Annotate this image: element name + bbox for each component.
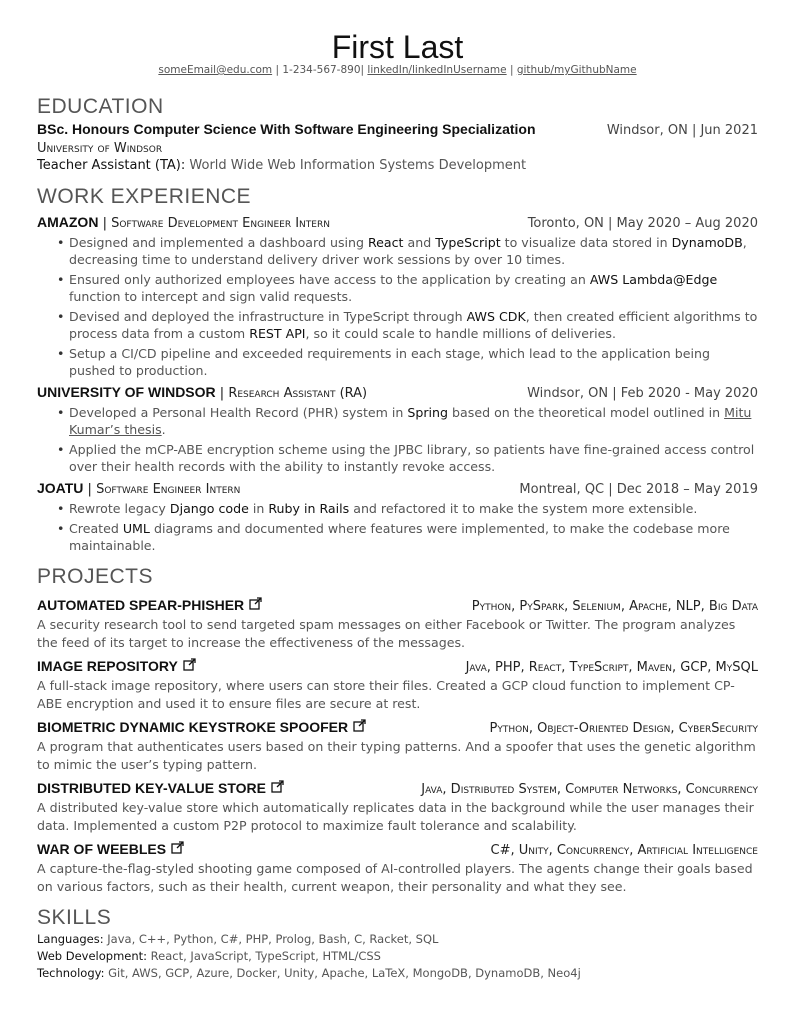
skill-line — [37, 965, 758, 982]
project-name: BIOMETRIC DYNAMIC KEYSTROKE SPOOFER — [37, 719, 349, 735]
job-location-date: Montreal, QC | Dec 2018 – May 2019 — [519, 482, 758, 497]
contact-separator: | — [506, 64, 517, 76]
project-tech: Python, PySpark, Selenium, Apache, NLP, Big Data — [471, 599, 758, 614]
skill-values: React, JavaScript, TypeScript, HTML/CSS — [147, 949, 381, 963]
project-description: A capture-the-flag-styled shooting game composed of AI-controlled players. The agents change their goals based on various factors, such as their health, current weapon, their personality and what they see. — [37, 861, 753, 894]
highlighted-term: AWS CDK — [466, 309, 526, 324]
project-title-group — [37, 779, 284, 799]
external-link-icon[interactable] — [353, 719, 366, 738]
job-title — [37, 383, 367, 403]
job-location-date: Windsor, ON | Feb 2020 - May 2020 — [527, 386, 758, 401]
job-bullets — [37, 500, 758, 554]
job-bullets — [37, 404, 758, 475]
job-title — [37, 479, 240, 499]
bullet-text: Developed a Personal Health Record (PHR) system in — [69, 405, 408, 420]
highlighted-term: Django code — [169, 501, 249, 516]
degree-location-date: Windsor, ON | Jun 2021 — [606, 123, 758, 138]
job-role: Research Assistant (RA) — [228, 386, 368, 401]
project-header — [37, 779, 758, 799]
bullet-item — [69, 234, 758, 268]
bullet-text: Created — [69, 521, 123, 536]
job-header — [37, 383, 758, 403]
separator: | — [98, 216, 112, 231]
project-title-group — [37, 596, 262, 616]
bullet-text: and — [403, 235, 436, 250]
bullet-text: Ensured only authorized employees have access to the application by creating an — [69, 272, 590, 287]
project-entry — [37, 718, 758, 773]
project-title-group — [37, 840, 184, 860]
ta-label: Teacher Assistant (TA): — [37, 158, 186, 173]
project-title-group — [37, 718, 366, 738]
bullet-text: Devised and deployed the infrastructure in TypeScript through — [69, 309, 467, 324]
highlighted-term: TypeScript — [435, 235, 501, 250]
project-name: DISTRIBUTED KEY-VALUE STORE — [37, 780, 266, 796]
section-heading: WORK EXPERIENCE — [37, 185, 252, 208]
bullet-item — [69, 500, 758, 517]
project-name: AUTOMATED SPEAR-PHISHER — [37, 597, 245, 613]
project-description: A distributed key-value store which automatically replicates data in the background while the user manages their data. Implemented a custom P2P protocol to maximize fault tolerance and scalability. — [37, 800, 754, 833]
bullet-text: , so it could scale to handle millions of deliveries. — [305, 326, 616, 341]
project-entry — [37, 840, 758, 895]
highlighted-term: React — [367, 235, 404, 250]
job-header — [37, 479, 758, 499]
job-header — [37, 213, 758, 233]
project-header — [37, 596, 758, 616]
skill-values: Java, C++, Python, C#, PHP, Prolog, Bash, C, Racket, SQL — [103, 932, 439, 946]
resume-content — [37, 94, 758, 982]
skill-category: Technology: — [37, 966, 105, 980]
section-heading: EDUCATION — [37, 95, 164, 118]
company-name: JOATU — [37, 480, 84, 496]
external-link-icon[interactable] — [171, 841, 184, 860]
project-description: A program that authenticates users based on their typing patterns. And a spoofer that uses the genetic algorithm to mimic the user’s typing pattern. — [37, 739, 756, 772]
bullet-item — [69, 271, 758, 305]
highlighted-term: UML — [122, 521, 150, 536]
bullet-text: Designed and implemented a dashboard using — [69, 235, 368, 250]
external-link-icon[interactable] — [271, 780, 284, 799]
school-name: University of Windsor — [37, 141, 163, 156]
skill-line — [37, 931, 758, 948]
section-heading: PROJECTS — [37, 565, 154, 588]
project-tech: Java, PHP, React, TypeScript, Maven, GCP, MySQL — [465, 660, 758, 675]
ta-line — [37, 157, 758, 174]
bullet-item — [69, 404, 758, 438]
bullet-text: Setup a CI/CD pipeline and exceeded requirements in each stage, which lead to the application being pushed to production. — [69, 346, 710, 378]
bullet-text: , then created efficient algorithms to process data from a custom — [69, 309, 758, 341]
degree-title: BSc. Honours Computer Science With Software Engineering Specialization — [37, 121, 536, 137]
job-role: Software Engineer Intern — [96, 482, 241, 497]
bullet-text: and refactored it to make the system more extensible. — [349, 501, 698, 516]
section-heading: SKILLS — [37, 906, 112, 929]
contact-separator: | — [272, 64, 283, 76]
bullet-item — [69, 345, 758, 379]
bullet-item — [69, 441, 758, 475]
project-name: IMAGE REPOSITORY — [37, 658, 178, 674]
project-description: A full-stack image repository, where users can store their files. Created a GCP cloud function to implement CP-ABE encryption and used it to ensure files are secure at rest. — [37, 678, 735, 711]
project-header — [37, 718, 758, 738]
bullet-text: in — [248, 501, 269, 516]
highlighted-term: Spring — [407, 405, 449, 420]
highlighted-term: REST API — [249, 326, 306, 341]
thesis-link[interactable]: Mitu Kumar’s thesis — [69, 405, 752, 437]
contact-link[interactable]: github/myGithubName — [516, 64, 637, 76]
skill-category: Languages: — [37, 932, 104, 946]
project-description: A security research tool to send targeted spam messages on either Facebook or Twitter. The program analyzes the feed of its target to increase the effectiveness of the messages. — [37, 617, 736, 650]
bullet-text: . — [161, 422, 166, 437]
project-tech: C#, Unity, Concurrency, Artificial Intelligence — [490, 843, 758, 858]
project-entry — [37, 596, 758, 651]
separator: | — [215, 386, 229, 401]
contact-link[interactable]: linkedIn/linkedInUsername — [367, 64, 507, 76]
contact-separator: | — [360, 64, 368, 76]
company-name: AMAZON — [37, 214, 99, 230]
project-name: WAR OF WEEBLES — [37, 841, 167, 857]
separator: | — [83, 482, 97, 497]
project-entry — [37, 657, 758, 712]
job-bullets — [37, 234, 758, 379]
bullet-text: Rewrote legacy — [69, 501, 170, 516]
company-name: UNIVERSITY OF WINDSOR — [37, 384, 216, 400]
project-tech: Python, Object-Oriented Design, CyberSecurity — [489, 721, 758, 736]
degree-row — [37, 120, 758, 140]
contact-separator: 1-234-567-890 — [282, 64, 361, 76]
bullet-item — [69, 520, 758, 554]
external-link-icon[interactable] — [183, 658, 196, 677]
bullet-text: diagrams and documented where features were implemented, to make the codebase more maintainable. — [69, 521, 730, 553]
project-tech: Java, Distributed System, Computer Networks, Concurrency — [421, 782, 758, 797]
bullet-text: based on the theoretical model outlined in — [448, 405, 725, 420]
candidate-name: First Last — [331, 29, 464, 65]
job-role: Software Development Engineer Intern — [111, 216, 330, 231]
job-location-date: Toronto, ON | May 2020 – Aug 2020 — [527, 216, 758, 231]
bullet-item — [69, 308, 758, 342]
project-title-group — [37, 657, 196, 677]
bullet-text: , decreasing time to understand delivery driver work sessions by over 10 times. — [69, 235, 747, 267]
contact-link[interactable]: someEmail@edu.com — [158, 64, 273, 76]
skill-values: Git, AWS, GCP, Azure, Docker, Unity, Apache, LaTeX, MongoDB, DynamoDB, Neo4j — [104, 966, 581, 980]
skill-line — [37, 948, 758, 965]
highlighted-term: Ruby in Rails — [268, 501, 350, 516]
highlighted-term: DynamoDB — [671, 235, 743, 250]
project-header — [37, 657, 758, 677]
bullet-text: to visualize data stored in — [500, 235, 672, 250]
external-link-icon[interactable] — [249, 597, 262, 616]
contact-line — [37, 63, 758, 77]
project-entry — [37, 779, 758, 834]
ta-value: World Wide Web Information Systems Development — [185, 158, 527, 173]
bullet-text: function to intercept and sign valid requests. — [69, 289, 353, 304]
job-title — [37, 213, 330, 233]
bullet-text: Applied the mCP-ABE encryption scheme using the JPBC library, so patients have fine-grained access control over their health records with the ability to instantly revoke access. — [69, 442, 755, 474]
project-header — [37, 840, 758, 860]
highlighted-term: AWS Lambda@Edge — [589, 272, 718, 287]
skill-category: Web Development: — [37, 949, 148, 963]
